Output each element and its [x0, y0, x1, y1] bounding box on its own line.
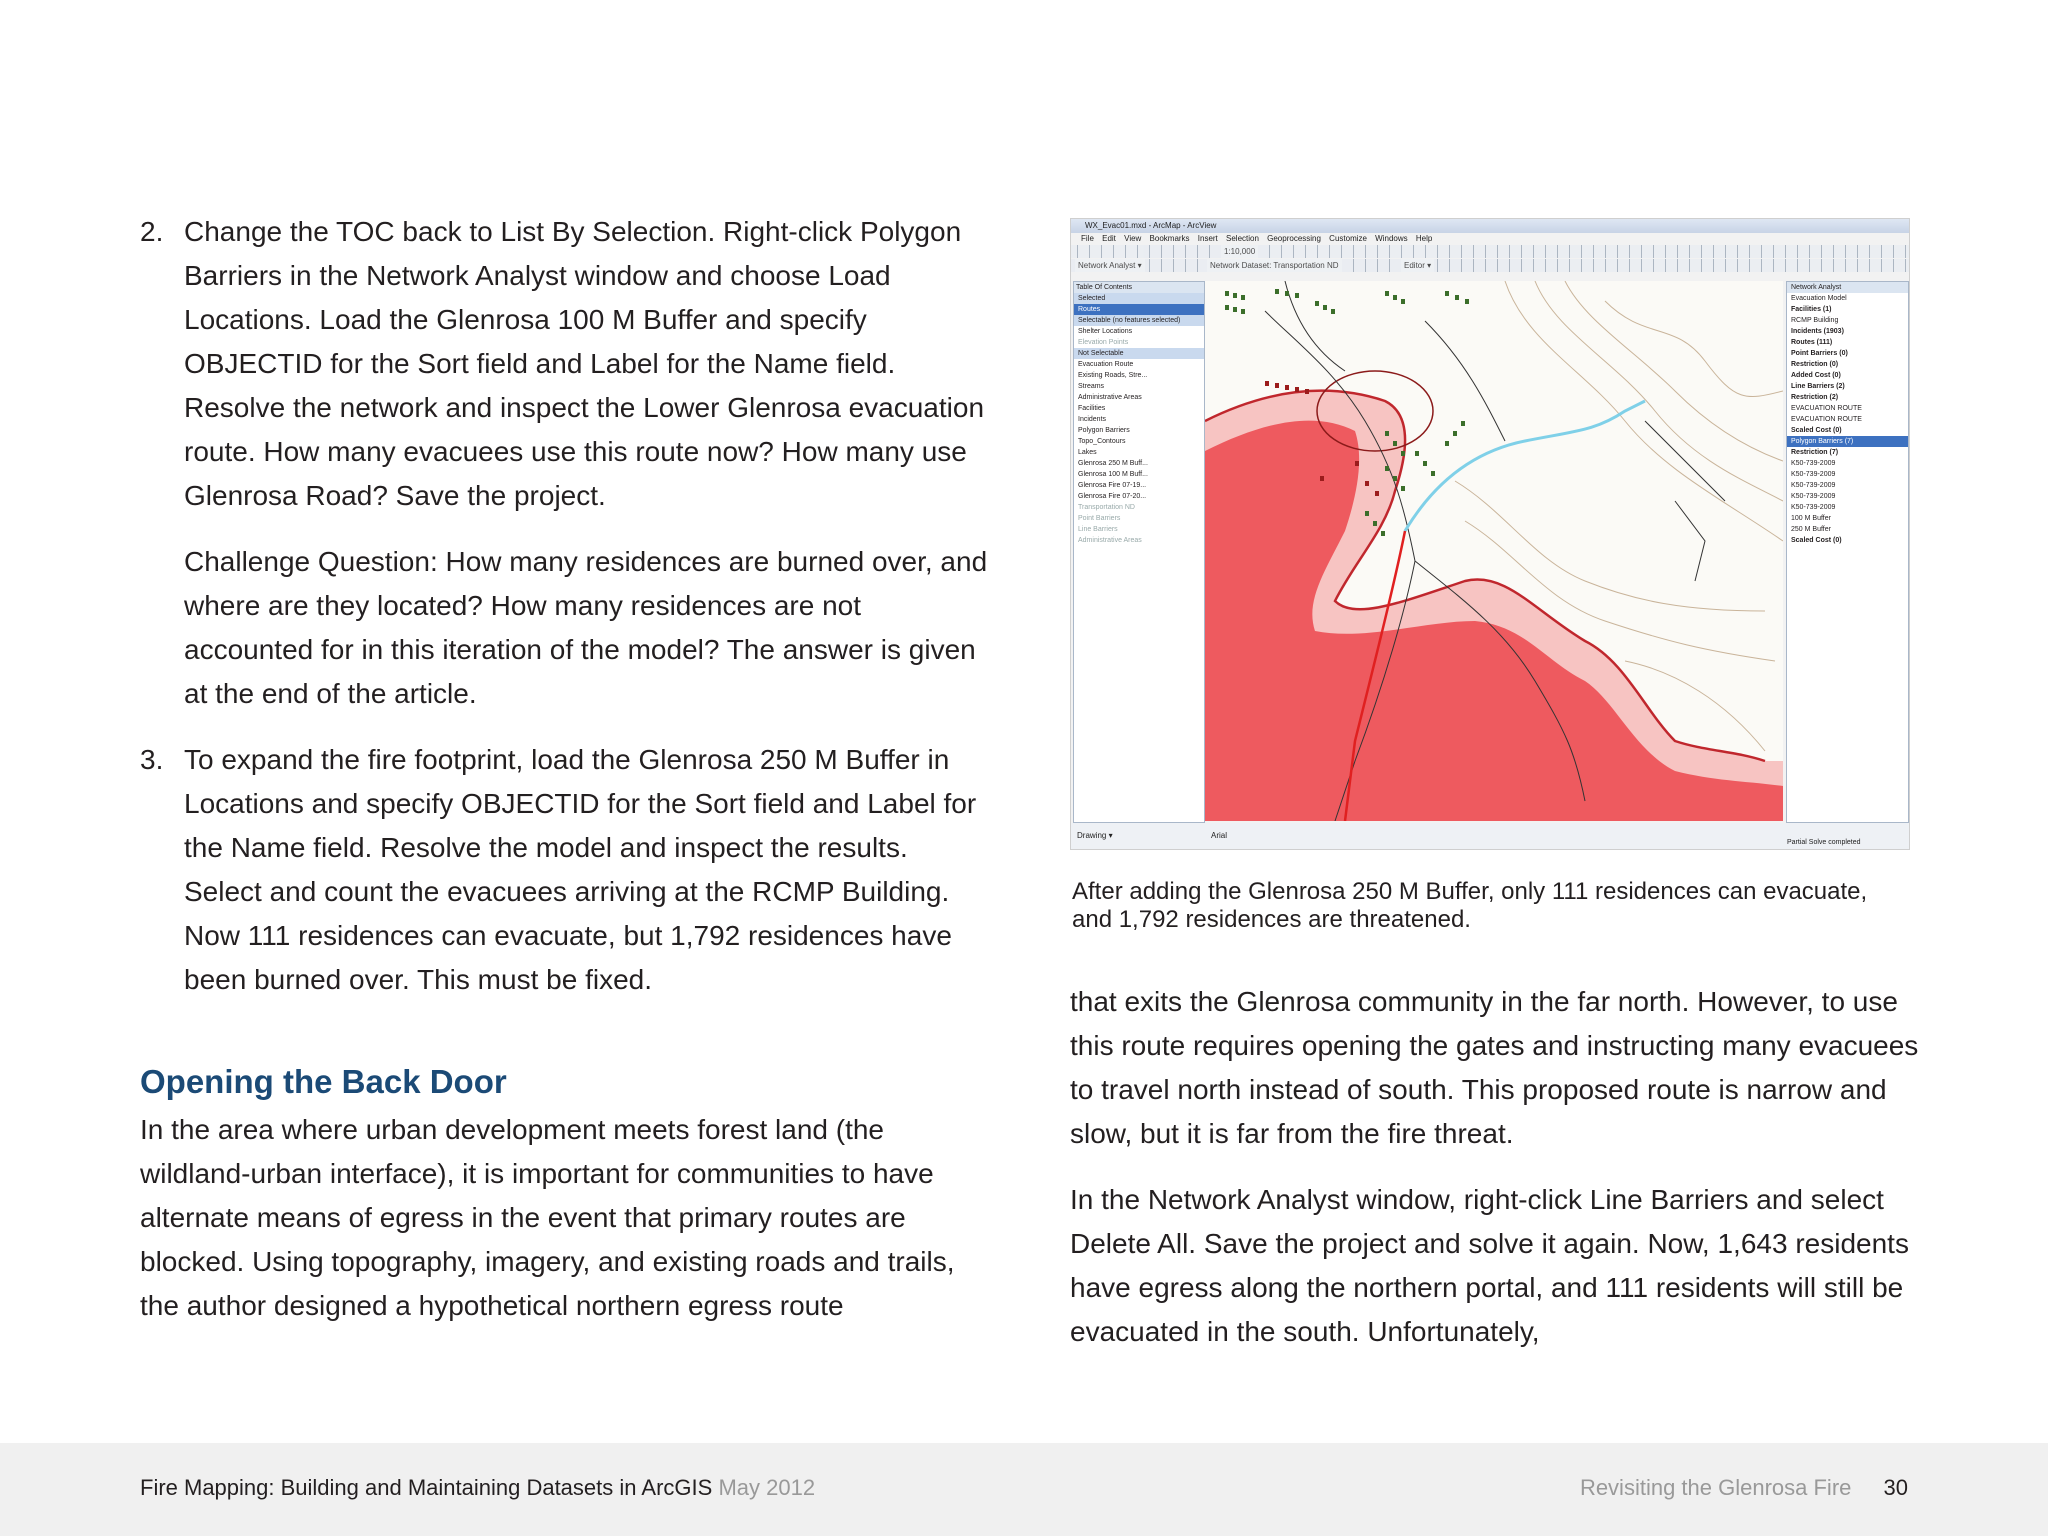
toc-row: Glenrosa 250 M Buff... — [1078, 460, 1148, 467]
editor-menu: Editor ▾ — [1401, 259, 1434, 272]
left-column — [140, 210, 990, 1328]
na-row: Restriction (7) — [1791, 449, 1839, 456]
na-row: Added Cost (0) — [1791, 372, 1841, 379]
toc-row: Evacuation Route — [1078, 361, 1134, 368]
na-title: Network Analyst — [1787, 282, 1908, 293]
na-model-select: Evacuation Model — [1791, 295, 1847, 302]
na-row: K50-739-2009 — [1791, 482, 1836, 489]
section-heading: Opening the Back Door — [140, 1063, 507, 1100]
body-paragraph: In the area where urban development meets forest land (the wildland-urban interface), it is important for communities to have alternate means of egress in the event that primary routes are blocked. Using topography, imagery, and existing roads and trails, the author designed a hypothetical northern egress route — [140, 1114, 955, 1321]
page-number: 30 — [1883, 1475, 1908, 1500]
step-3 — [140, 738, 990, 1002]
evacuation-route-north — [1405, 401, 1645, 531]
na-row: 100 M Buffer — [1791, 515, 1831, 522]
na-row: Scaled Cost (0) — [1791, 537, 1842, 544]
footer-section — [1580, 1475, 1908, 1501]
section-title: Revisiting the Glenrosa Fire — [1579, 1475, 1852, 1500]
na-row: K50-739-2009 — [1791, 493, 1836, 500]
status-text: Partial Solve completed — [1787, 839, 1861, 846]
na-row: K50-739-2009 — [1791, 460, 1836, 467]
step-number: 3. — [140, 744, 164, 775]
evacuation-map — [1205, 281, 1783, 821]
page-footer — [0, 1443, 2048, 1536]
body-paragraph: that exits the Glenrosa community in the far north. However, to use this route requires opening the gates and instructing many evacuees to travel north instead of south. This proposed route is narrow and slow, but it is far from the fire threat. — [1070, 986, 1919, 1149]
step-text: To expand the fire footprint, load the Glenrosa 250 M Buffer in Locations and specify OBJECTID for the Sort field and Label for the Name field. Resolve the model and inspect the results. Select and count the evacuees arriving at the RCMP Building. Now 111 residences can evacuate, but 1,792 residences have been burned over. This must be fixed. — [184, 744, 977, 995]
toc-title: Table Of Contents — [1074, 282, 1204, 293]
toc-row: Administrative Areas — [1078, 537, 1142, 544]
na-row: Restriction (0) — [1791, 361, 1839, 368]
toc-row: Streams — [1078, 383, 1105, 390]
toc-row: Glenrosa Fire 07-19... — [1078, 482, 1147, 489]
footer-publication — [140, 1475, 815, 1501]
na-row: Incidents (1903) — [1791, 328, 1844, 335]
toc-row: Transportation ND — [1078, 504, 1135, 511]
challenge-question: Challenge Question: How many residences are burned over, and where are they located? How many residences are not accounted for in this iteration of the model? The answer is given at the end of the article. — [184, 546, 988, 709]
step-2 — [140, 210, 990, 518]
body-paragraph: In the Network Analyst window, right-click Line Barriers and select Delete All. Save the project and solve it again. Now, 1,643 residents have egress along the northern portal, and 111 residents will still be evacuated in the south. Unfortunately, — [1070, 1184, 1909, 1347]
na-row: Restriction (2) — [1791, 394, 1839, 401]
font-select: Arial — [1211, 831, 1228, 840]
arcmap-screenshot-figure — [1070, 218, 1910, 850]
step-text: Change the TOC back to List By Selection. Right-click Polygon Barriers in the Network Analyst window and choose Load Locations. Load the Glenrosa 100 M Buffer and specify OBJECTID for the Sort field and Label for the Name field. Resolve the network and inspect the Lower Glenrosa evacuation route. How many evacuees use this route now? How many use Glenrosa Road? Save the project. — [184, 216, 985, 511]
toc-row: Topo_Contours — [1078, 438, 1126, 445]
standard-toolbar — [1071, 245, 1909, 258]
toc-row: Point Barriers — [1078, 515, 1121, 522]
right-column — [1070, 980, 1920, 1354]
toc-row: Incidents — [1078, 416, 1107, 423]
toc-row: Selected — [1074, 293, 1204, 304]
network-toolbar — [1071, 259, 1909, 272]
na-row: EVACUATION ROUTE — [1791, 416, 1862, 423]
na-row: Scaled Cost (0) — [1791, 427, 1842, 434]
toc-row: Not Selectable — [1074, 348, 1204, 359]
toc-row: Elevation Points — [1078, 339, 1129, 346]
window-title: WX_Evac01.mxd - ArcMap - ArcView — [1071, 219, 1909, 233]
toc-row: Polygon Barriers — [1078, 427, 1130, 434]
map-view — [1205, 281, 1783, 821]
toc-row: Glenrosa Fire 07-20... — [1078, 493, 1147, 500]
na-row: Routes (111) — [1791, 339, 1833, 346]
publication-date: May 2012 — [718, 1475, 816, 1500]
scale-box: 1:10,000 — [1221, 245, 1258, 258]
table-of-contents-panel — [1073, 281, 1205, 823]
na-row: K50-739-2009 — [1791, 504, 1836, 511]
toc-row: Glenrosa 100 M Buff... — [1078, 471, 1148, 478]
network-analyst-panel — [1786, 281, 1909, 823]
step-number: 2. — [140, 216, 164, 247]
figure-caption: After adding the Glenrosa 250 M Buffer, only 111 residences can evacuate, and 1,792 residences are threatened. — [1072, 878, 1868, 933]
network-dataset-label: Network Dataset: Transportation ND — [1207, 259, 1342, 272]
toc-row: Line Barriers — [1078, 526, 1118, 533]
toc-row: Selectable (no features selected) — [1074, 315, 1204, 326]
publication-title: Fire Mapping: Building and Maintaining Datasets in ArcGIS — [140, 1475, 713, 1500]
toc-row: Shelter Locations — [1078, 328, 1133, 335]
na-row: Facilities (1) — [1791, 306, 1832, 313]
na-row: Point Barriers (0) — [1791, 350, 1848, 357]
network-analyst-menu: Network Analyst ▾ — [1075, 259, 1145, 272]
na-row: RCMP Building — [1791, 317, 1839, 324]
na-row: K50-739-2009 — [1791, 471, 1836, 478]
menu-bar: File Edit View Bookmarks Insert Selection Geoprocessing Customize Windows Help — [1081, 234, 1433, 243]
drawing-menu: Drawing ▾ — [1077, 831, 1113, 840]
na-row: Polygon Barriers (7) — [1787, 436, 1908, 447]
na-row: Line Barriers (2) — [1791, 383, 1845, 390]
toc-row: Facilities — [1078, 405, 1106, 412]
drawing-toolbar — [1071, 823, 1909, 849]
toc-row: Lakes — [1078, 449, 1097, 456]
toc-row: Existing Roads, Stre... — [1078, 372, 1148, 379]
na-row: 250 M Buffer — [1791, 526, 1831, 533]
na-row: EVACUATION ROUTE — [1791, 405, 1862, 412]
toc-row: Routes — [1074, 304, 1204, 315]
toc-row: Administrative Areas — [1078, 394, 1142, 401]
